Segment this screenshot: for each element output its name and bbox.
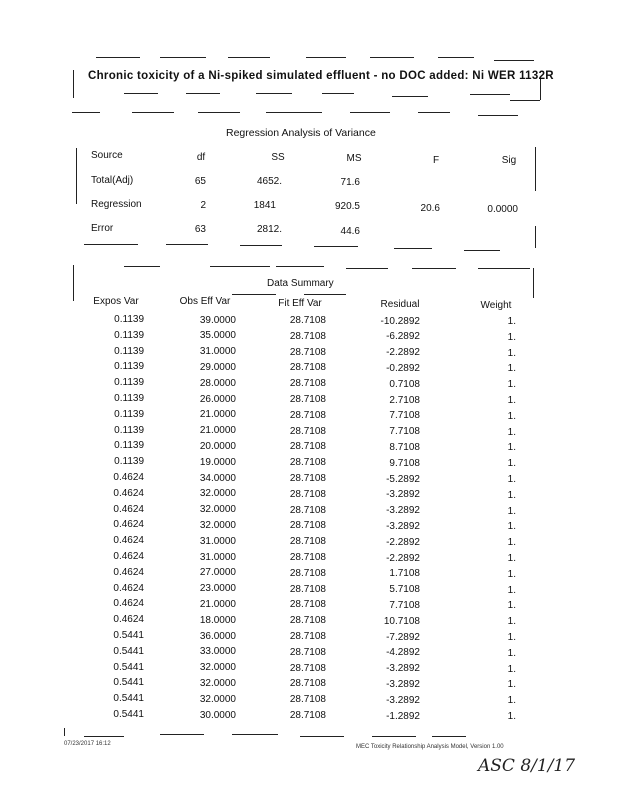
anova-row-f: 20.6 — [420, 203, 440, 214]
anova-row-ms: 44.6 — [340, 226, 360, 237]
cell-fit-eff-var: 28.7108 — [289, 662, 326, 674]
anova-row-ss: 4652. — [256, 176, 282, 187]
anova-row-source: Total(Adj) — [91, 175, 134, 186]
divider — [166, 244, 208, 245]
anova-row-ms: 71.6 — [340, 177, 360, 188]
cell-residual: -10.2892 — [380, 315, 420, 327]
cell-obs-eff-var: 28.0000 — [199, 377, 236, 389]
cell-residual: -2.2892 — [386, 552, 420, 564]
divider — [412, 268, 456, 269]
divider — [84, 736, 124, 737]
cell-residual: -1.2892 — [386, 710, 420, 722]
cell-residual: 1.7108 — [389, 568, 420, 580]
cell-obs-eff-var: 36.0000 — [199, 630, 236, 642]
divider — [535, 147, 536, 191]
cell-fit-eff-var: 28.7108 — [289, 599, 326, 611]
divider — [300, 736, 344, 737]
divider — [535, 226, 536, 248]
cell-fit-eff-var: 28.7108 — [289, 646, 326, 658]
cell-residual: -4.2892 — [386, 647, 420, 659]
cell-residual: -3.2892 — [386, 520, 420, 532]
anova-row-source: Error — [91, 223, 114, 234]
cell-weight: 1. — [507, 474, 516, 485]
divider — [478, 115, 518, 116]
cell-fit-eff-var: 28.7108 — [289, 552, 326, 563]
cell-obs-eff-var: 32.0000 — [199, 693, 236, 705]
summary-col-residual: Residual — [380, 299, 420, 310]
cell-weight: 1. — [507, 568, 516, 580]
cell-expos-var: 0.4624 — [113, 503, 144, 515]
cell-expos-var: 0.4624 — [113, 582, 144, 594]
cell-fit-eff-var: 28.7108 — [289, 520, 326, 532]
cell-weight: 1. — [507, 489, 516, 501]
cell-expos-var: 0.5441 — [113, 677, 144, 689]
cell-expos-var: 0.4624 — [113, 566, 144, 578]
cell-expos-var: 0.1139 — [114, 440, 144, 452]
anova-row-ms: 920.5 — [334, 201, 360, 212]
divider — [322, 93, 354, 94]
cell-obs-eff-var: 26.0000 — [199, 393, 236, 405]
divider — [438, 57, 474, 58]
divider — [96, 57, 140, 58]
cell-weight: 1. — [507, 379, 516, 391]
divider — [304, 294, 346, 295]
cell-obs-eff-var: 29.0000 — [199, 361, 236, 373]
divider — [198, 112, 240, 113]
cell-weight: 1. — [507, 647, 516, 659]
cell-weight: 1. — [507, 695, 516, 707]
anova-col-ss: SS — [271, 152, 285, 163]
cell-obs-eff-var: 31.0000 — [199, 346, 236, 358]
divider — [510, 100, 540, 101]
cell-expos-var: 0.1139 — [114, 408, 144, 420]
cell-fit-eff-var: 28.7108 — [289, 330, 326, 342]
cell-weight: 1. — [507, 663, 516, 675]
divider — [210, 266, 270, 267]
anova-col-source: Source — [91, 150, 123, 161]
cell-obs-eff-var: 31.0000 — [199, 551, 236, 563]
divider — [186, 93, 220, 94]
cell-expos-var: 0.1139 — [114, 456, 144, 468]
cell-obs-eff-var: 23.0000 — [199, 583, 236, 595]
cell-expos-var: 0.1139 — [114, 377, 144, 389]
cell-obs-eff-var: 32.0000 — [199, 488, 236, 500]
divider — [533, 268, 534, 298]
cell-expos-var: 0.5441 — [113, 693, 144, 705]
cell-obs-eff-var: 30.0000 — [199, 709, 236, 721]
cell-expos-var: 0.4624 — [113, 487, 144, 499]
cell-weight: 1. — [507, 600, 516, 612]
cell-obs-eff-var: 35.0000 — [199, 330, 236, 342]
summary-col-weight: Weight — [480, 300, 512, 311]
cell-fit-eff-var: 28.7108 — [289, 536, 326, 548]
cell-fit-eff-var: 28.7108 — [289, 694, 326, 706]
cell-expos-var: 0.1139 — [114, 329, 144, 341]
cell-weight: 1. — [507, 632, 516, 643]
divider — [478, 268, 530, 269]
cell-residual: -5.2892 — [386, 473, 420, 485]
divider — [494, 60, 534, 61]
cell-fit-eff-var: 28.7108 — [289, 504, 326, 516]
divider — [418, 112, 450, 113]
cell-expos-var: 0.5441 — [113, 661, 144, 673]
cell-residual: -0.2892 — [386, 362, 420, 374]
cell-obs-eff-var: 33.0000 — [199, 646, 236, 658]
cell-obs-eff-var: 27.0000 — [199, 567, 236, 579]
divider — [228, 57, 270, 58]
cell-fit-eff-var: 28.7108 — [289, 346, 326, 358]
cell-fit-eff-var: 28.7108 — [289, 488, 326, 500]
cell-fit-eff-var: 28.7108 — [289, 615, 326, 627]
cell-weight: 1. — [507, 458, 516, 470]
summary-col-fit: Fit Eff Var — [278, 298, 322, 309]
divider — [64, 728, 65, 736]
cell-fit-eff-var: 28.7108 — [289, 567, 326, 579]
cell-residual: -6.2892 — [386, 331, 420, 343]
anova-title: Regression Analysis of Variance — [226, 127, 376, 139]
cell-residual: 7.7108 — [389, 426, 420, 438]
anova-col-f: F — [432, 155, 440, 166]
anova-row-df: 65 — [194, 176, 206, 187]
cell-residual: -3.2892 — [386, 663, 420, 675]
anova-col-df: df — [196, 152, 206, 163]
divider — [266, 112, 322, 113]
cell-fit-eff-var: 28.7108 — [289, 457, 326, 469]
divider — [346, 268, 388, 269]
cell-expos-var: 0.4624 — [113, 614, 144, 626]
cell-weight: 1. — [507, 316, 516, 327]
cell-residual: -3.2892 — [386, 505, 420, 517]
cell-expos-var: 0.5441 — [113, 645, 144, 657]
anova-col-ms: MS — [346, 153, 362, 164]
cell-weight: 1. — [507, 410, 516, 422]
cell-weight: 1. — [507, 537, 516, 549]
divider — [306, 57, 346, 58]
cell-residual: 0.7108 — [389, 378, 420, 390]
divider — [464, 250, 500, 251]
cell-expos-var: 0.1139 — [114, 345, 144, 357]
cell-obs-eff-var: 34.0000 — [199, 472, 236, 484]
cell-obs-eff-var: 21.0000 — [199, 409, 236, 421]
cell-weight: 1. — [507, 584, 516, 596]
cell-obs-eff-var: 32.0000 — [199, 662, 236, 674]
cell-fit-eff-var: 28.7108 — [289, 362, 326, 374]
anova-row-df: 63 — [194, 224, 206, 235]
cell-residual: -7.2892 — [386, 631, 420, 643]
cell-expos-var: 0.4624 — [113, 551, 144, 562]
cell-obs-eff-var: 32.0000 — [199, 677, 236, 689]
cell-residual: -2.2892 — [386, 536, 420, 548]
cell-expos-var: 0.4624 — [113, 472, 144, 483]
cell-weight: 1. — [507, 347, 516, 359]
cell-obs-eff-var: 21.0000 — [199, 425, 236, 437]
divider — [350, 112, 390, 113]
divider — [160, 734, 204, 735]
cell-fit-eff-var: 28.7108 — [289, 631, 326, 642]
cell-residual: -3.2892 — [386, 678, 420, 690]
divider — [84, 244, 138, 245]
cell-expos-var: 0.4624 — [113, 535, 144, 547]
cell-obs-eff-var: 20.0000 — [199, 440, 236, 452]
cell-residual: 2.7108 — [389, 394, 420, 406]
footer-timestamp: 07/23/2017 16:12 — [64, 741, 111, 747]
cell-obs-eff-var: 39.0000 — [199, 314, 236, 326]
cell-obs-eff-var: 32.0000 — [199, 519, 236, 531]
cell-expos-var: 0.1139 — [114, 314, 144, 325]
cell-residual: 8.7108 — [389, 441, 420, 453]
cell-obs-eff-var: 19.0000 — [199, 456, 236, 468]
handwritten-initials: ASC 8/1/17 — [478, 756, 576, 776]
cell-fit-eff-var: 28.7108 — [289, 425, 326, 437]
cell-expos-var: 0.1139 — [114, 424, 144, 436]
cell-residual: 7.7108 — [389, 599, 420, 611]
cell-weight: 1. — [507, 331, 516, 343]
divider — [256, 93, 292, 94]
cell-expos-var: 0.1139 — [114, 393, 144, 404]
cell-obs-eff-var: 18.0000 — [199, 614, 236, 626]
cell-fit-eff-var: 28.7108 — [289, 441, 326, 453]
summary-col-expos: Expos Var — [93, 296, 139, 307]
cell-residual: -3.2892 — [386, 489, 420, 501]
divider — [372, 736, 416, 737]
summary-title: Data Summary — [267, 278, 334, 289]
cell-expos-var: 0.4624 — [113, 598, 144, 610]
divider — [432, 736, 466, 737]
anova-row-sig: 0.0000 — [487, 204, 518, 215]
divider — [124, 93, 158, 94]
cell-residual: 7.7108 — [389, 410, 420, 422]
cell-weight: 1. — [507, 363, 516, 375]
cell-fit-eff-var: 28.7108 — [289, 378, 326, 390]
divider — [276, 266, 324, 267]
cell-expos-var: 0.5441 — [113, 709, 144, 720]
anova-col-sig: Sig — [501, 155, 517, 166]
divider — [232, 294, 276, 295]
cell-weight: 1. — [507, 442, 516, 454]
divider — [72, 112, 100, 113]
cell-residual: 10.7108 — [383, 615, 420, 627]
divider — [73, 70, 74, 98]
cell-fit-eff-var: 28.7108 — [289, 678, 326, 690]
divider — [160, 57, 206, 58]
divider — [73, 265, 74, 301]
footer-software: MEC Toxicity Relationship Analysis Model, Version 1.00 — [356, 744, 504, 750]
cell-weight: 1. — [507, 521, 516, 533]
anova-row-df: 2 — [200, 200, 206, 211]
divider — [394, 248, 432, 249]
cell-fit-eff-var: 28.7108 — [289, 583, 326, 595]
cell-weight: 1. — [507, 679, 516, 691]
cell-obs-eff-var: 32.0000 — [199, 504, 236, 516]
cell-obs-eff-var: 21.0000 — [199, 598, 236, 610]
cell-weight: 1. — [507, 616, 516, 628]
cell-weight: 1. — [507, 553, 516, 564]
cell-fit-eff-var: 28.7108 — [289, 394, 326, 405]
divider — [392, 96, 428, 97]
page-title: Chronic toxicity of a Ni-spiked simulated effluent - no DOC added: Ni WER 1132R — [88, 70, 554, 82]
divider — [132, 112, 174, 113]
cell-residual: 5.7108 — [389, 584, 420, 596]
divider — [76, 148, 77, 204]
cell-expos-var: 0.5441 — [113, 630, 144, 641]
divider — [370, 57, 414, 58]
cell-expos-var: 0.4624 — [113, 519, 144, 531]
divider — [240, 245, 282, 246]
anova-row-ss: 2812. — [256, 224, 282, 235]
divider — [314, 246, 358, 247]
cell-obs-eff-var: 31.0000 — [199, 535, 236, 547]
cell-residual: -3.2892 — [386, 694, 420, 706]
cell-residual: -2.2892 — [386, 347, 420, 359]
cell-residual: 9.7108 — [389, 457, 420, 469]
cell-weight: 1. — [507, 711, 516, 722]
divider — [470, 94, 510, 95]
cell-expos-var: 0.1139 — [114, 361, 144, 373]
cell-fit-eff-var: 28.7108 — [289, 409, 326, 421]
cell-fit-eff-var: 28.7108 — [289, 710, 326, 721]
divider — [232, 734, 278, 735]
cell-weight: 1. — [507, 426, 516, 438]
cell-fit-eff-var: 28.7108 — [289, 315, 326, 326]
anova-row-ss: 1841 — [253, 200, 276, 211]
cell-fit-eff-var: 28.7108 — [289, 473, 326, 484]
anova-row-source: Regression — [91, 199, 142, 210]
cell-weight: 1. — [507, 395, 516, 406]
summary-col-obs: Obs Eff Var — [179, 296, 231, 307]
divider — [124, 266, 160, 267]
cell-weight: 1. — [507, 505, 516, 517]
